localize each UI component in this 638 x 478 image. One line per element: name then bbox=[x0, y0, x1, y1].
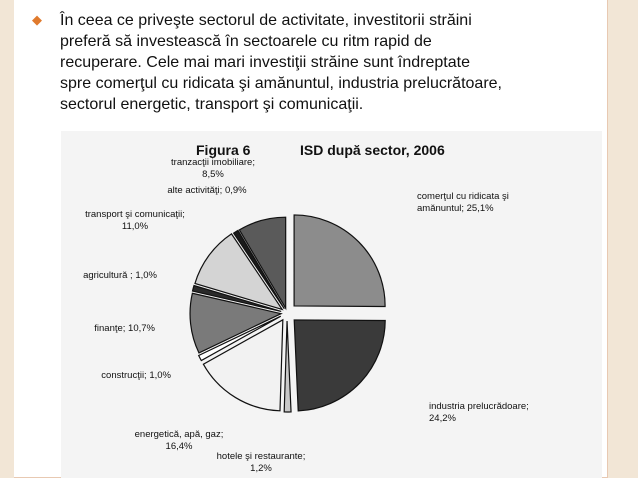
slice-label: industria prelucrădoare; 24,2% bbox=[429, 401, 529, 424]
slice-label: hotele şi restaurante; 1,2% bbox=[216, 451, 306, 474]
slide-frame-rule bbox=[607, 0, 608, 478]
pie-slice bbox=[294, 215, 385, 307]
diamond-bullet-icon: ◆ bbox=[32, 13, 42, 28]
slice-label: agricultură ; 1,0% bbox=[83, 270, 157, 281]
slide-frame-left bbox=[0, 0, 14, 478]
slice-label: construcţii; 1,0% bbox=[101, 370, 171, 381]
paragraph-line: spre comerţul cu ridicata şi amănuntul, industria prelucrătoare, bbox=[60, 75, 502, 92]
slice-label: finanţe; 10,7% bbox=[94, 323, 155, 334]
pie-chart bbox=[61, 131, 602, 478]
pie-slice bbox=[284, 321, 291, 412]
slice-label: alte activităţi; 0,9% bbox=[167, 185, 247, 196]
slice-label: tranzacţii imobiliare; 8,5% bbox=[171, 157, 255, 180]
slice-label: transport şi comunicaţii; 11,0% bbox=[85, 209, 185, 232]
slice-label: comerţul cu ridicata şi amănuntul; 25,1% bbox=[417, 191, 509, 214]
paragraph-line: recuperare. Cele mai mari investiţii străine sunt îndreptate bbox=[60, 54, 470, 71]
figure-label: Figura 6 bbox=[196, 142, 251, 158]
paragraph-line: sectorul energetic, transport şi comunicaţii. bbox=[60, 96, 364, 113]
chart-figure bbox=[61, 131, 602, 478]
slide-paragraph bbox=[60, 10, 590, 115]
paragraph-line: preferă să investească în sectoarele cu ritm rapid de bbox=[60, 33, 432, 50]
paragraph-line: În ceea ce priveşte sectorul de activitate, investitorii străini bbox=[60, 12, 472, 29]
slide-frame-right bbox=[608, 0, 638, 478]
chart-title: ISD după sector, 2006 bbox=[300, 142, 445, 158]
slice-label: energetică, apă, gaz; 16,4% bbox=[134, 429, 224, 452]
pie-slice bbox=[294, 320, 385, 411]
